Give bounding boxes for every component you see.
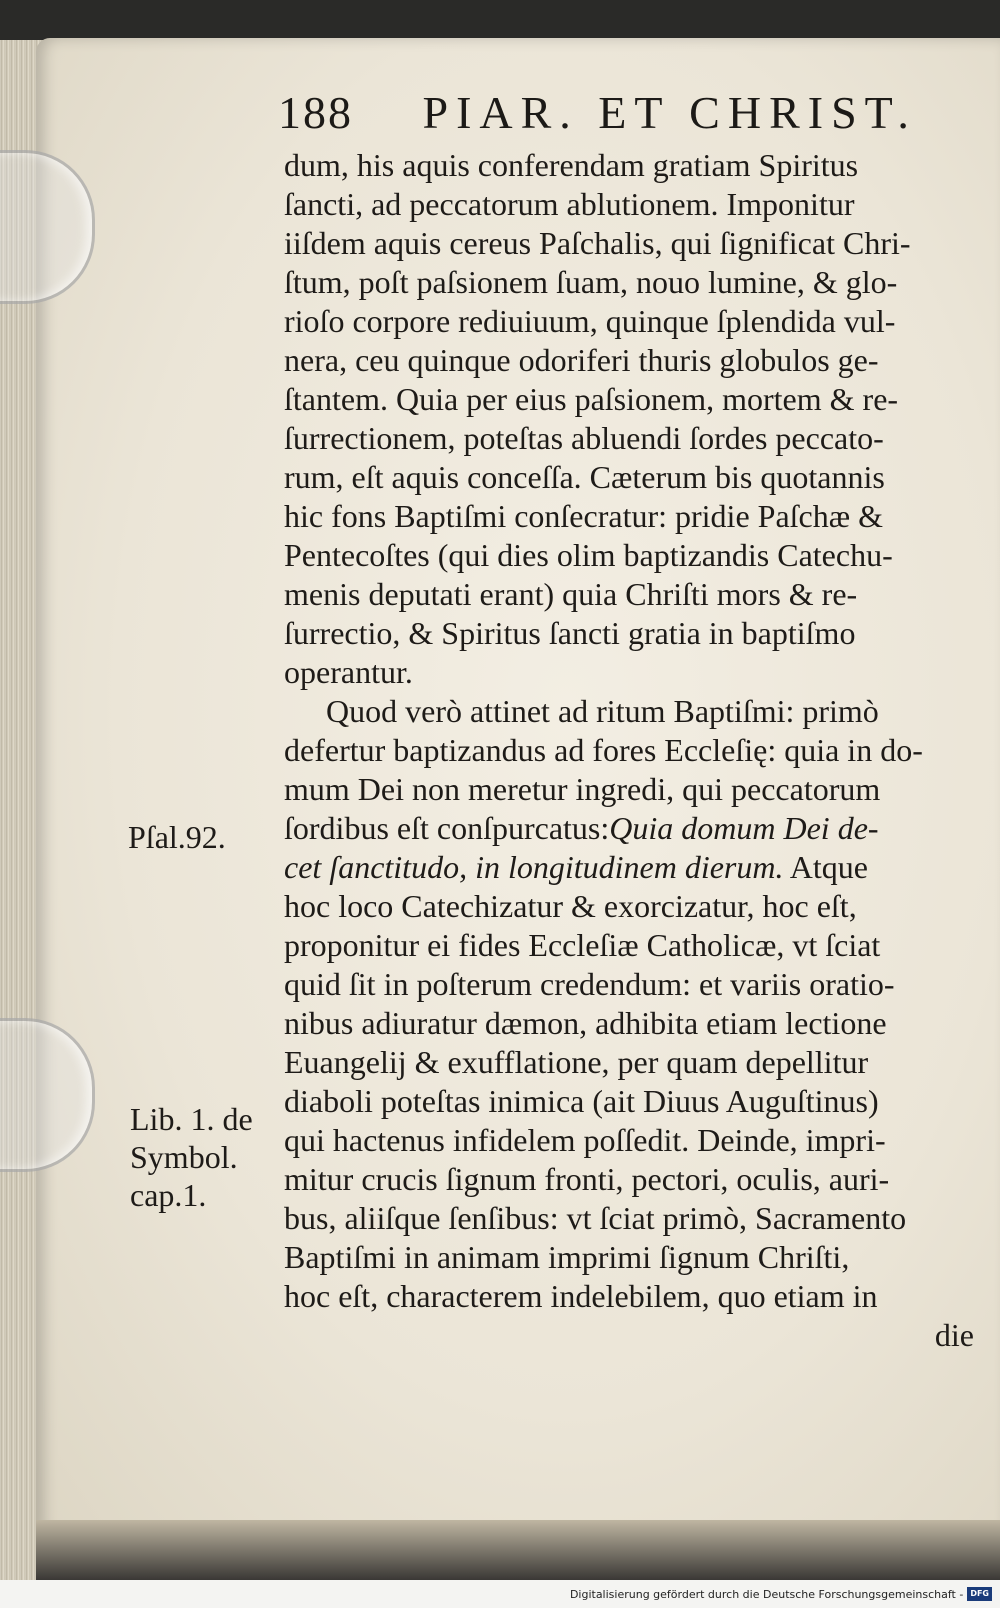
text-segment: Atque bbox=[783, 849, 868, 885]
text-line: nibus adiuratur dæmon, adhibita etiam lectione bbox=[284, 1005, 887, 1041]
margin-note-reference bbox=[130, 1100, 253, 1214]
running-title: PIAR. ET CHRIST. bbox=[422, 87, 917, 138]
text-line: bus, aliiſque ſenſibus: vt ſciat primò, Sacramento bbox=[284, 1200, 907, 1236]
page-number: 188 bbox=[278, 87, 353, 138]
text-line: mum Dei non meretur ingredi, qui peccatorum bbox=[284, 771, 881, 807]
catchword: die bbox=[934, 1317, 974, 1353]
text-line: defertur baptizandus ad fores Eccleſię: quia in do- bbox=[284, 732, 923, 768]
text-line: dum, his aquis conferendam gratiam Spiritus bbox=[284, 147, 859, 183]
text-line: Euangelij & exufflatione, per quam depellitur bbox=[284, 1044, 869, 1080]
margin-note-line: cap.1. bbox=[130, 1177, 207, 1213]
text-line: proponitur ei fides Eccleſiæ Catholicæ, vt ſciat bbox=[284, 927, 881, 963]
text-line-with-quote bbox=[284, 848, 974, 887]
text-line: mitur crucis ſignum fronti, pectori, oculis, auri- bbox=[284, 1161, 890, 1197]
text-line: hic fons Baptiſmi conſecratur: pridie Paſchæ & bbox=[284, 498, 883, 534]
text-line: ſancti, ad peccatorum ablutionem. Imponitur bbox=[284, 186, 855, 222]
running-header bbox=[278, 86, 917, 142]
margin-note-line: Symbol. bbox=[130, 1139, 238, 1175]
credit-text: Digitalisierung gefördert durch die Deutsche Forschungsgemeinschaft - bbox=[569, 1587, 964, 1601]
margin-note-psalm: Pſal.92. bbox=[128, 819, 226, 855]
text-line: hoc eſt, characterem indelebilem, quo etiam in bbox=[284, 1278, 878, 1314]
text-line: Quod verò attinet ad ritum Baptiſmi: primò bbox=[326, 693, 879, 729]
margin-note-line: Lib. 1. de bbox=[130, 1101, 253, 1137]
text-line: operantur. bbox=[284, 654, 413, 690]
page-bottom-shadow bbox=[36, 1520, 1000, 1580]
digitization-credit bbox=[570, 1584, 992, 1604]
text-line: hoc loco Catechizatur & exorcizatur, hoc eſt, bbox=[284, 888, 857, 924]
text-line: diaboli poteſtas inimica (ait Diuus Auguſtinus) bbox=[284, 1083, 879, 1119]
text-line: ſurrectionem, poteſtas abluendi ſordes peccato- bbox=[284, 420, 884, 456]
text-line: menis deputati erant) quia Chriſti mors & re- bbox=[284, 576, 858, 612]
scripture-quote: cet ſanctitudo, in longitudinem dierum. bbox=[284, 849, 784, 885]
text-line: Baptiſmi in animam imprimi ſignum Chriſti, bbox=[284, 1239, 850, 1275]
text-line: Pentecoſtes (qui dies olim baptizandis Catechu- bbox=[284, 537, 893, 573]
scripture-quote: Quia domum Dei de- bbox=[609, 810, 879, 846]
text-line: ſtantem. Quia per eius paſsionem, mortem & re- bbox=[284, 381, 899, 417]
text-line: rum, eſt aquis conceſſa. Cæterum bis quotannis bbox=[284, 459, 885, 495]
text-line-with-quote bbox=[284, 809, 974, 848]
text-line: iiſdem aquis cereus Paſchalis, qui ſignificat Chri- bbox=[284, 225, 911, 261]
dfg-logo: DFG bbox=[967, 1587, 992, 1601]
text-line: ſtum, poſt paſsionem ſuam, nouo lumine, & glo- bbox=[284, 264, 898, 300]
text-line: quid ſit in poſterum credendum: et variis oratio- bbox=[284, 966, 895, 1002]
text-segment: ſordibus eſt conſpurcatus: bbox=[284, 810, 610, 846]
text-line: qui hactenus infidelem poſſedit. Deinde, impri- bbox=[284, 1122, 886, 1158]
text-line: nera, ceu quinque odoriferi thuris globulos ge- bbox=[284, 342, 879, 378]
body-text bbox=[284, 146, 974, 1355]
text-line: ſurrectio, & Spiritus ſancti gratia in baptiſmo bbox=[284, 615, 856, 651]
text-line: rioſo corpore rediuiuum, quinque ſplendida vul- bbox=[284, 303, 896, 339]
